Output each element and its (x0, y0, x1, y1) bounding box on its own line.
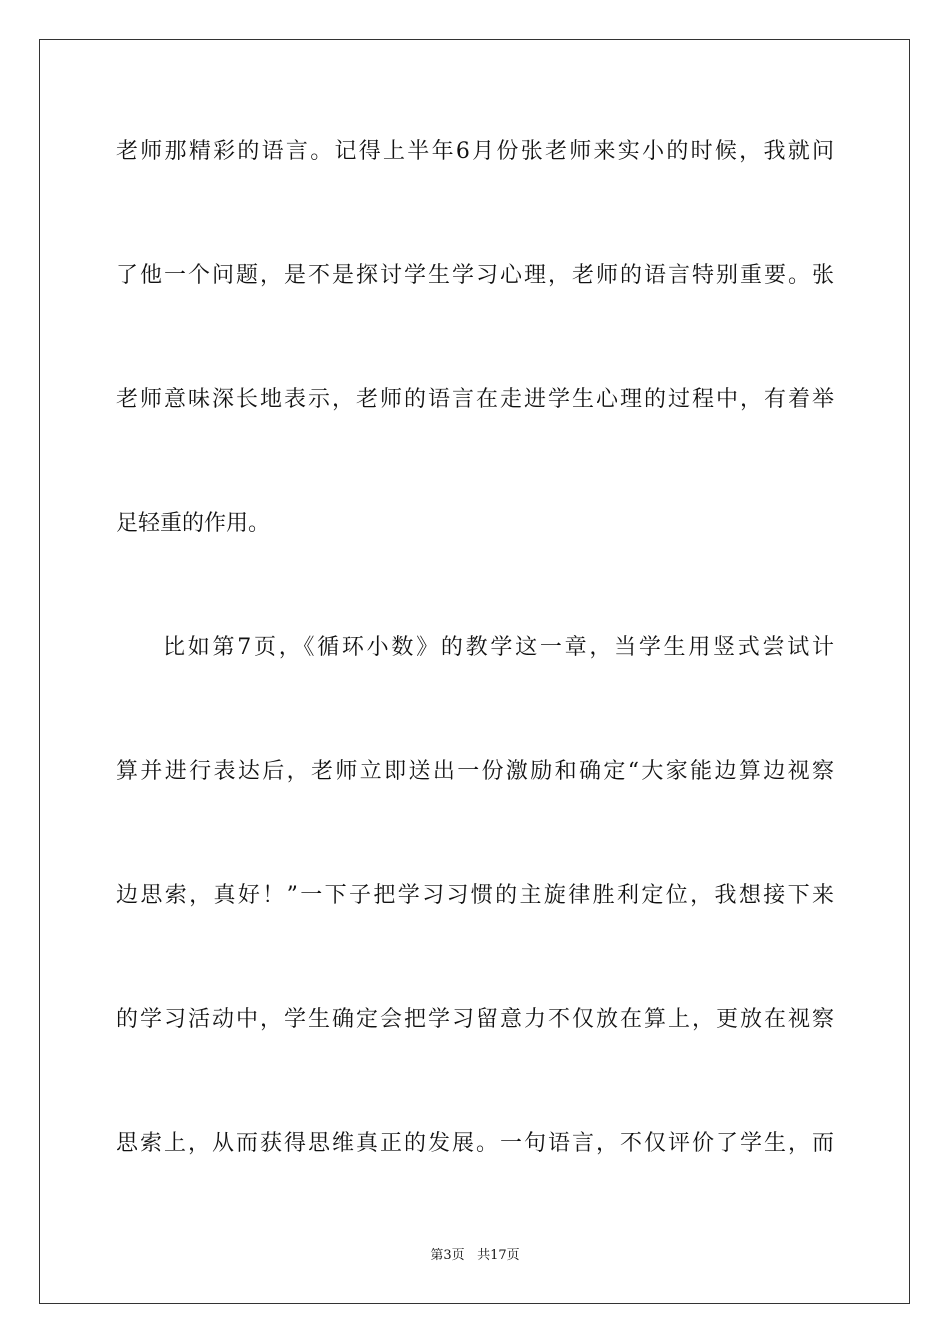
page-border (39, 39, 910, 1304)
paragraph-line: 边思索，真好！”一下子把学习习惯的主旋律胜利定位，我想接下来 (116, 883, 834, 908)
paragraph-line: 比如第7页，《循环小数》的教学这一章，当学生用竖式尝试计 (163, 635, 834, 660)
paragraph-line: 了他一个问题，是不是探讨学生学习心理，老师的语言特别重要。张 (116, 263, 834, 288)
paragraph-line: 老师那精彩的语言。记得上半年6月份张老师来实小的时候，我就问 (116, 139, 834, 164)
paragraph-line: 的学习活动中，学生确定会把学习留意力不仅放在算上，更放在视察 (116, 1007, 834, 1032)
page-number: 第3页 (430, 1248, 465, 1263)
page-footer (0, 1248, 950, 1264)
paragraph-line: 算并进行表达后，老师立即送出一份激励和确定“大家能边算边视察 (116, 759, 834, 784)
paragraph-line: 思索上，从而获得思维真正的发展。一句语言，不仅评价了学生，而 (116, 1131, 834, 1156)
page-total: 共17页 (477, 1248, 520, 1263)
paragraph-line: 足轻重的作用。 (116, 511, 271, 536)
paragraph-line: 老师意味深长地表示，老师的语言在走进学生心理的过程中，有着举 (116, 387, 834, 412)
